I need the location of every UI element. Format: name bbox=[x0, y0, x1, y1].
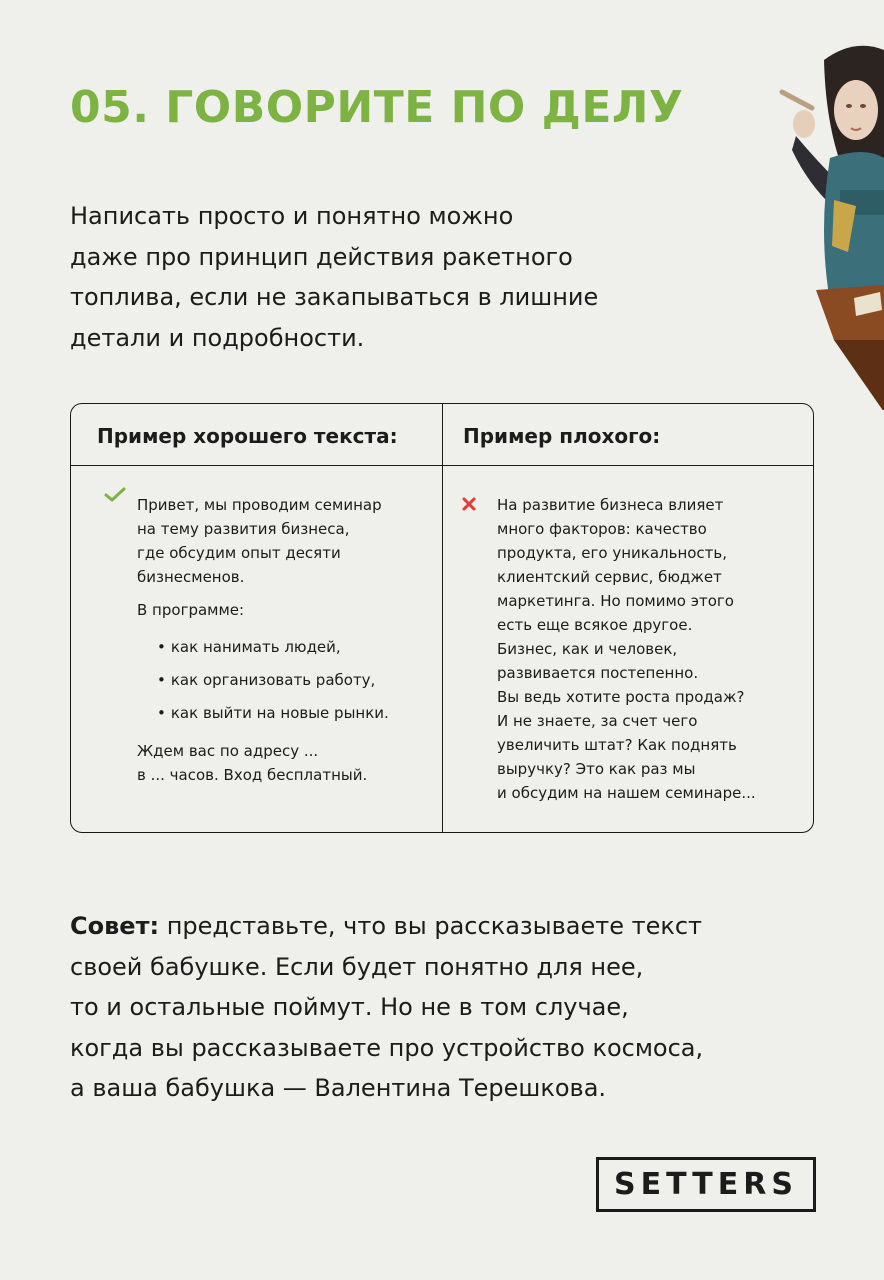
tip-paragraph bbox=[70, 906, 830, 1109]
text-line: есть еще всякое другое. bbox=[497, 616, 693, 634]
check-icon bbox=[104, 487, 126, 507]
text-line: клиентский сервис, бюджет bbox=[497, 568, 722, 586]
text-line: И не знаете, за счет чего bbox=[497, 712, 698, 730]
text-line: бизнесменов. bbox=[137, 568, 245, 586]
text-line: Ждем вас по адресу ... bbox=[137, 742, 319, 760]
text-line: развивается постепенно. bbox=[497, 664, 699, 682]
text-line: продукта, его уникальность, bbox=[497, 544, 728, 562]
tip-line: то и остальные поймут. Но не в том случае, bbox=[70, 993, 629, 1021]
list-item: • как выйти на новые рынки. bbox=[157, 704, 389, 722]
bad-example-text bbox=[497, 493, 756, 805]
intro-line: Написать просто и понятно можно bbox=[70, 202, 514, 230]
text-line: Бизнес, как и человек, bbox=[497, 640, 678, 658]
program-list bbox=[137, 631, 389, 730]
good-example-text bbox=[137, 493, 389, 787]
tip-line: своей бабушке. Если будет понятно для нее, bbox=[70, 952, 644, 981]
tip-line: когда вы рассказываете про устройство космоса, bbox=[70, 1033, 704, 1062]
tip-line: а ваша бабушка — Валентина Терешкова. bbox=[70, 1074, 607, 1102]
setters-logo: SETTERS bbox=[596, 1157, 816, 1212]
list-item-text: как организовать работу, bbox=[170, 671, 376, 689]
intro-line: даже про принцип действия ракетного bbox=[70, 242, 573, 271]
intro-line: детали и подробности. bbox=[70, 323, 365, 352]
list-item: • как организовать работу, bbox=[157, 671, 376, 689]
tip-label: Совет: bbox=[70, 912, 160, 940]
text-line: маркетинга. Но помимо этого bbox=[497, 592, 734, 610]
header-divider bbox=[71, 465, 813, 466]
text-line: увеличить штат? Как поднять bbox=[497, 736, 737, 754]
cross-icon bbox=[461, 496, 477, 516]
program-label: В программе: bbox=[137, 601, 245, 619]
text-line: много факторов: качество bbox=[497, 520, 707, 538]
text-line: и обсудим на нашем семинаре... bbox=[497, 784, 756, 802]
list-item-text: как выйти на новые рынки. bbox=[170, 704, 389, 722]
column-divider bbox=[442, 404, 443, 832]
tip-first-line bbox=[70, 906, 830, 947]
comparison-table bbox=[70, 403, 814, 833]
page-title: 05. ГОВОРИТЕ ПО ДЕЛУ bbox=[70, 82, 684, 133]
intro-line: топлива, если не закапываться в лишние bbox=[70, 283, 599, 311]
list-item-text: как нанимать людей, bbox=[170, 638, 341, 656]
text-line: на тему развития бизнеса, bbox=[137, 520, 350, 538]
bad-example-heading: Пример плохого: bbox=[463, 424, 661, 448]
text-line: На развитие бизнеса влияет bbox=[497, 496, 724, 514]
intro-paragraph bbox=[70, 196, 710, 358]
text-line: Вы ведь хотите роста продаж? bbox=[497, 688, 745, 706]
list-item: • как нанимать людей, bbox=[157, 638, 341, 656]
tip-text: представьте, что вы рассказываете текст bbox=[159, 912, 703, 940]
text-line: в ... часов. Вход бесплатный. bbox=[137, 766, 368, 784]
medieval-woman-illustration bbox=[734, 40, 884, 410]
text-line: где обсудим опыт десяти bbox=[137, 544, 341, 562]
text-line: Привет, мы проводим семинар bbox=[137, 496, 382, 514]
text-line: выручку? Это как раз мы bbox=[497, 760, 696, 778]
good-example-heading: Пример хорошего текста: bbox=[97, 424, 398, 448]
